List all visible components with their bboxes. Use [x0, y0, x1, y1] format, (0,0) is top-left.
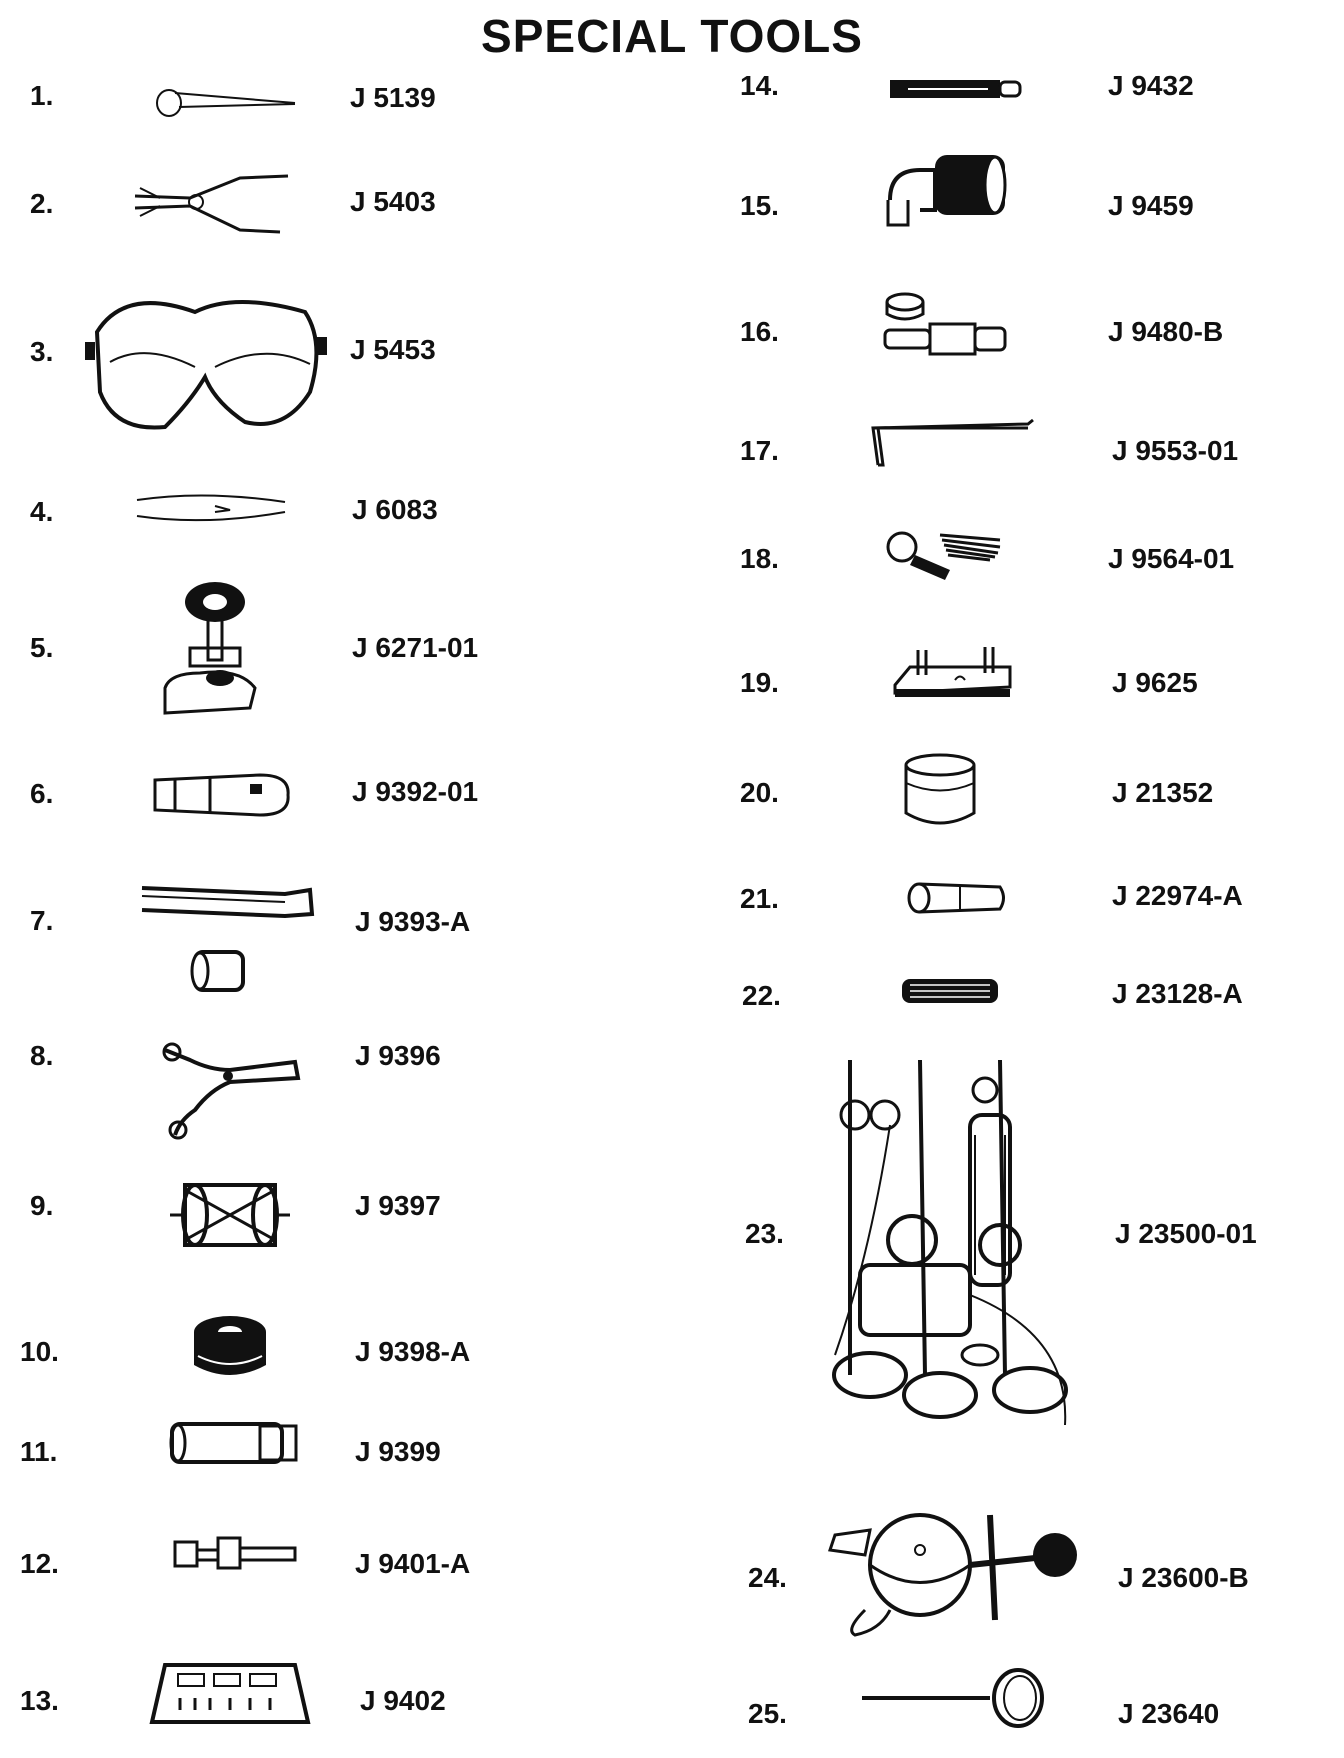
- part-number: J 6271-01: [352, 632, 479, 663]
- safety-goggles-icon: [85, 282, 325, 442]
- part-number: J 23600-B: [1118, 1562, 1249, 1593]
- part-number: J 9459: [1108, 190, 1194, 221]
- leak-detector-icon: [825, 1500, 1085, 1635]
- tool-number: 10.: [20, 1336, 59, 1367]
- part-number: J 9399: [355, 1436, 441, 1467]
- tool-number: 24.: [748, 1562, 787, 1593]
- elbow-fitting-icon: [880, 150, 1015, 230]
- bar-and-sleeve-icon: [140, 880, 310, 995]
- valve-handwheel-icon: [160, 578, 270, 718]
- tool-number: 7.: [30, 905, 54, 936]
- parts-tray-icon: [150, 1660, 310, 1730]
- part-number: J 9398-A: [355, 1336, 471, 1367]
- part-number: J 21352: [1112, 777, 1214, 808]
- snap-ring-pliers-icon: [130, 168, 290, 238]
- part-number: J 9396: [355, 1040, 441, 1071]
- adapter-bolt-icon: [170, 1530, 300, 1580]
- part-number: J 9401-A: [355, 1548, 471, 1579]
- tool-number: 21.: [740, 883, 779, 914]
- spanner-tool-icon: [150, 1040, 300, 1140]
- tool-number: 18.: [740, 543, 779, 574]
- tool-number: 9.: [30, 1190, 54, 1221]
- part-number: J 9392-01: [352, 776, 479, 807]
- tool-number: 13.: [20, 1685, 59, 1716]
- part-number: J 9564-01: [1108, 543, 1235, 574]
- puck-cylinder-icon: [902, 753, 982, 833]
- tool-number: 12.: [20, 1548, 59, 1579]
- part-number: J 9402: [360, 1685, 446, 1716]
- tool-number: 15.: [740, 190, 779, 221]
- cone-sleeve-icon: [905, 882, 1010, 914]
- threaded-rod-icon: [888, 76, 1023, 102]
- page-title: SPECIAL TOOLS: [481, 10, 863, 62]
- compressor-clamp-icon: [165, 1170, 295, 1260]
- knurled-bar-icon: [900, 975, 1020, 1007]
- thermometer-probe-icon: [860, 1665, 1045, 1731]
- tool-number: 11.: [20, 1436, 58, 1467]
- pin-wire-icon: [155, 85, 295, 121]
- part-number: J 9393-A: [355, 906, 471, 937]
- tool-number: 16.: [740, 316, 779, 347]
- tool-number: 2.: [30, 188, 54, 219]
- part-number: J 9625: [1112, 667, 1198, 698]
- part-number: J 23640: [1118, 1698, 1220, 1729]
- tool-number: 14.: [740, 70, 779, 101]
- part-number: J 9480-B: [1108, 316, 1224, 347]
- part-number: J 9397: [355, 1190, 441, 1221]
- tool-number: 6.: [30, 778, 54, 809]
- tweezers-icon: [135, 488, 290, 528]
- charging-station-cart-icon: [830, 1055, 1090, 1445]
- part-number: J 6083: [352, 494, 438, 525]
- nut-wrench-icon: [190, 1310, 270, 1380]
- part-number: J 23128-A: [1112, 978, 1243, 1009]
- part-number: J 5139: [350, 82, 436, 113]
- part-number: J 5403: [350, 186, 436, 217]
- tool-number: 23.: [745, 1218, 784, 1249]
- l-wrench-icon: [868, 420, 1038, 470]
- part-number: J 22974-A: [1112, 880, 1243, 911]
- tool-number: 8.: [30, 1040, 54, 1071]
- tool-number: 17.: [740, 435, 779, 466]
- tool-number: 4.: [30, 496, 54, 527]
- part-number: J 9553-01: [1112, 435, 1239, 466]
- tool-number: 20.: [740, 777, 779, 808]
- tool-number: 25.: [748, 1698, 787, 1729]
- socket-tool-icon: [150, 770, 290, 820]
- tool-number: 5.: [30, 632, 54, 663]
- test-plate-icon: [890, 645, 1015, 705]
- tool-number: 22.: [742, 980, 781, 1011]
- part-number: J 23500-01: [1115, 1218, 1257, 1249]
- tool-number: 1.: [30, 80, 54, 111]
- part-number: J 5453: [350, 334, 436, 365]
- part-number: J 9432: [1108, 70, 1194, 101]
- tool-number: 3.: [30, 336, 54, 367]
- deep-socket-icon: [168, 1420, 298, 1470]
- adapter-set-icon: [880, 290, 1010, 360]
- feeler-gauge-set-icon: [880, 525, 1015, 595]
- tool-number: 19.: [740, 667, 779, 698]
